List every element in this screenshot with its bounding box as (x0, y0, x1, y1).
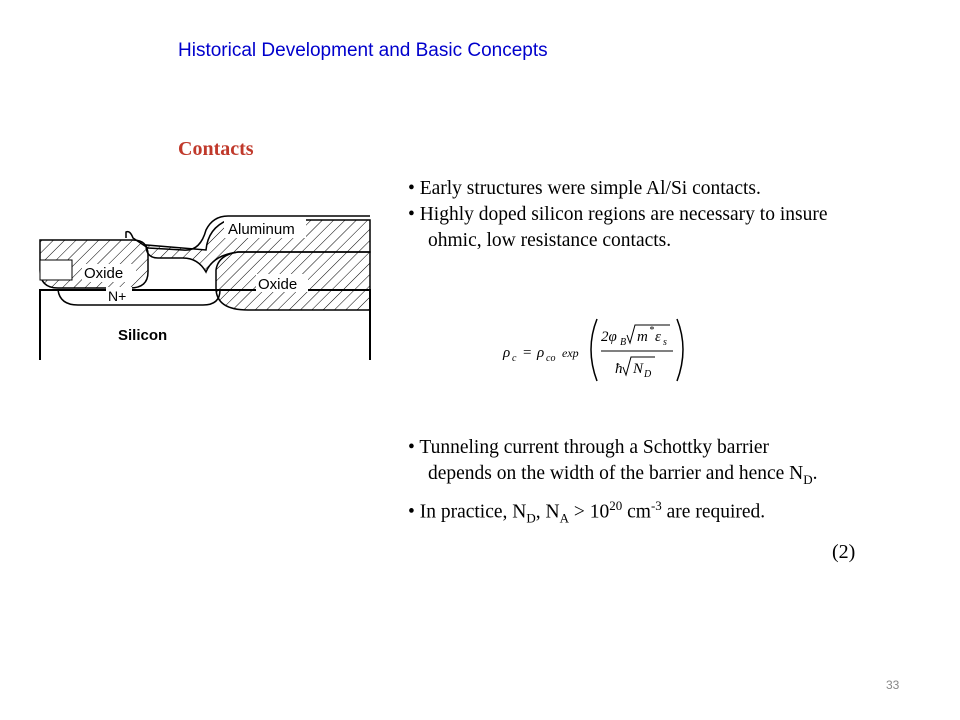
n-plus-region (58, 290, 220, 305)
svg-text:N: N (633, 361, 644, 377)
svg-text:co: co (546, 353, 556, 364)
contact-resistivity-formula (495, 315, 695, 387)
bullet-list-bottom (408, 435, 818, 531)
contact-cross-section-diagram (38, 210, 374, 370)
aluminum-label: Aluminum (228, 221, 295, 238)
left-parenthesis (591, 319, 597, 381)
bullet-item: • Tunneling current through a Schottky barrier (408, 437, 770, 458)
svg-text:c: c (512, 353, 517, 364)
oxide-right-label: Oxide (258, 276, 298, 293)
bullet-item-continuation: ohmic, low resistance contacts. (428, 230, 672, 251)
silicon-label: Silicon (118, 327, 168, 344)
bullet-item: • In practice, $N_D$, $N_A > 10^{20}$ $cm^{-3}$ are required. (408, 497, 766, 526)
svg-text:ρ: ρ (503, 345, 511, 361)
bullet-item: • Highly doped silicon regions are necessary to insure (408, 204, 828, 225)
svg-text:ρ: ρ (537, 345, 545, 361)
oxide-label-box-left (40, 260, 72, 280)
bullet-item-continuation: depends on the width of the barrier and hence $N_D$. (428, 463, 818, 487)
svg-text:*: * (649, 325, 654, 336)
section-title: Contacts (178, 138, 254, 160)
svg-text:=: = (523, 345, 532, 361)
svg-text:s: s (663, 337, 667, 348)
bullet-list-top (408, 176, 827, 254)
svg-text:B: B (620, 337, 627, 348)
svg-text:D: D (644, 369, 652, 380)
svg-text:exp: exp (562, 346, 579, 360)
bullet-item: • Early structures were simple Al/Si contacts. (408, 178, 761, 199)
equation-number: (2) (832, 541, 856, 563)
svg-text:2φ: 2φ (601, 329, 617, 345)
oxide-left-label: Oxide (84, 265, 124, 282)
slide-header: Historical Development and Basic Concepts (178, 40, 548, 61)
right-parenthesis (677, 319, 683, 381)
svg-text:ε: ε (655, 329, 661, 345)
page-number: 33 (886, 678, 900, 692)
svg-text:m: m (637, 329, 648, 345)
n-plus-label: N+ (108, 288, 127, 304)
svg-text:ħ: ħ (615, 361, 623, 377)
